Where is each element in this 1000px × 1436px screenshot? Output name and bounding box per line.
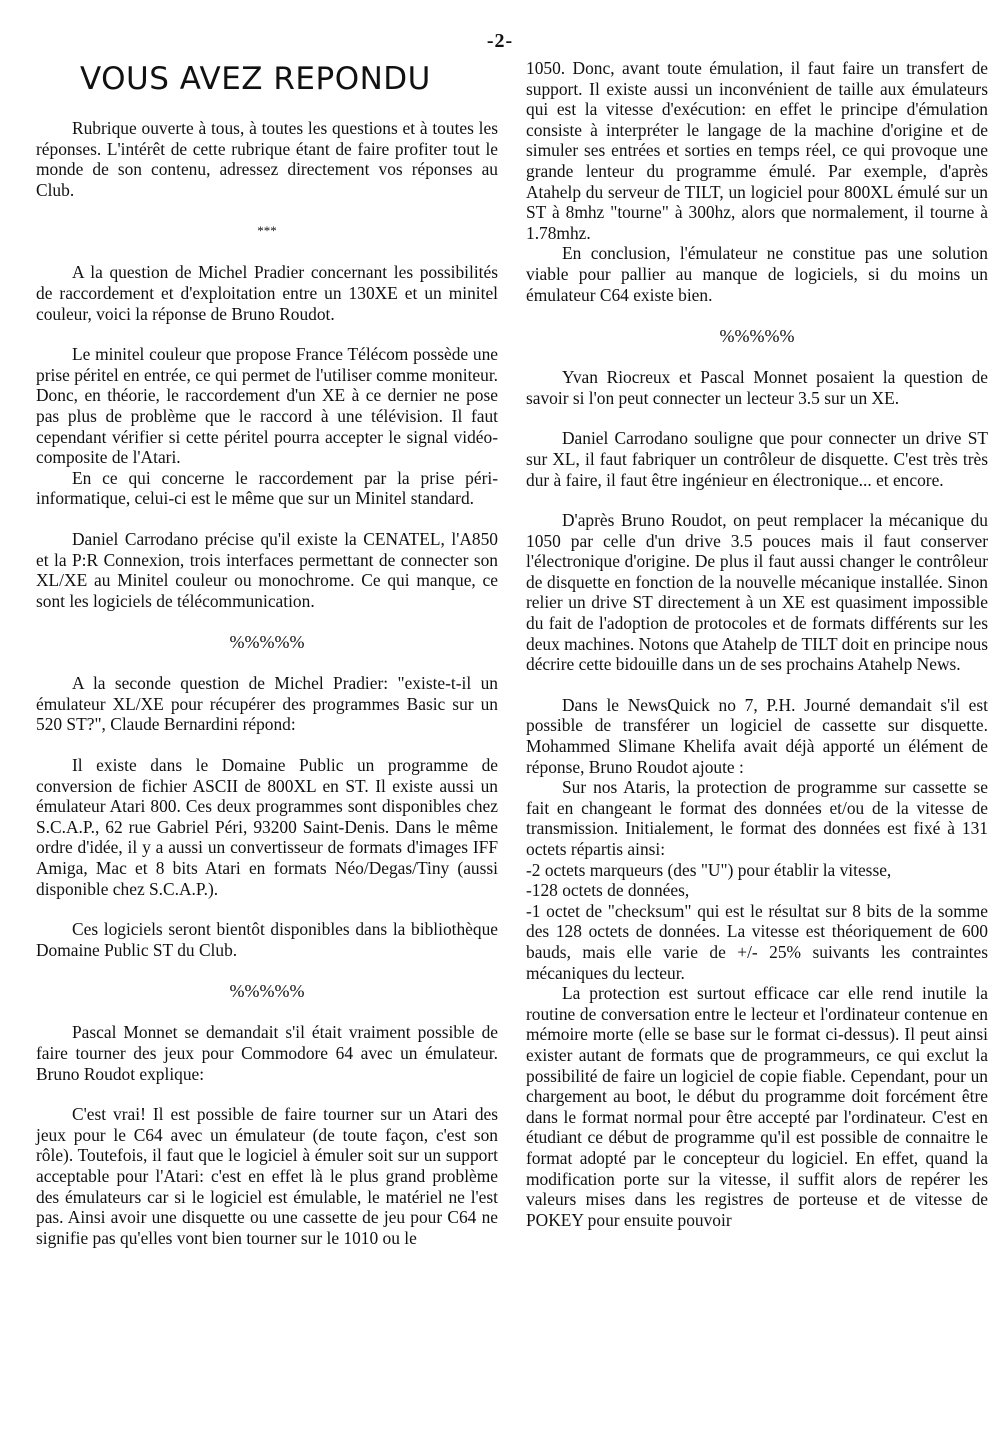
answer-paragraph: Daniel Carrodano souligne que pour connecter un drive ST sur XL, il faut fabriquer un contrôleur de disquette. C'est très très dur à faire, il faut être ingénieur en électronique... et encore. [526, 428, 988, 490]
question-paragraph: Yvan Riocreux et Pascal Monnet posaient la question de savoir si l'on peut connecter un lecteur 3.5 sur un XE. [526, 367, 988, 408]
separator: *** [257, 223, 277, 239]
question-paragraph: Dans le NewsQuick no 7, P.H. Journé demandait s'il est possible de transférer un logiciel de cassette sur disquette. Mohammed Slimane Khelifa avait déjà apporté un élément de réponse, Bruno Roudot ajoute : [526, 694, 988, 777]
answer-paragraph: Sur nos Ataris, la protection de programme sur cassette se fait en changeant le format des données et/ou de la vitesse de transmission. Initialement, le format des données est fixé à 131 octets répartis ainsi: [526, 777, 988, 859]
answer-paragraph: En conclusion, l'émulateur ne constitue pas une solution viable pour pallier au manque de logiciels, si du moins un émulateur C64 existe bien. [526, 243, 988, 305]
answer-paragraph: D'après Bruno Roudot, on peut remplacer la mécanique du 1050 par celle d'un drive 3.5 pouces mais il faut conserver l'électronique d'origine. De plus il faut aussi changer le contrôleur de disquette en fonction de la nouvelle mécanique installée. Sinon relier un drive ST directement à un XE est quasiment impossible du fait de l'adoption de protocoles et de formats différents sur les deux machines. Notons que Atahelp de TILT doit en principe nous décrire cette bidouille dans un de ses prochains Atahelp News. [526, 510, 988, 675]
list-item: -128 octets de données, [526, 880, 690, 901]
answer-paragraph: Le minitel couleur que propose France Télécom possède une prise péritel en entrée, ce qui permet de l'utiliser comme moniteur. Donc, en théorie, le raccordement d'un XE à ce dernier ne pose pas plus de problème que le raccord à une télévision. Il faut cependant vérifier si cette péritel pourra accepter le signal vidéo-composite de l'Atari. [36, 344, 498, 468]
answer-paragraph: 1050. Donc, avant toute émulation, il faut faire un transfert de support. Il existe aussi un inconvénient de taille aux émulateurs qui est la vitesse d'exécution: en effet le principe d'émulation consiste à interpréter le langage de la machine d'origine et de simuler ses entrées et sorties en temps réel, ce qui provoque une grande lenteur du programme émulé. Par exemple, d'après Atahelp du serveur de TILT, un logiciel pour 800XL émulé sur un ST à 8mhz "tourne" à 300hz, alors que normalement, il tourne à 1.78mhz. [526, 58, 988, 243]
list-item: -1 octet de "checksum" qui est le résultat sur 8 bits de la somme des 128 octets de données. La vitesse est théoriquement de 600 bauds, mais elle varie de +/- 25% suivants les contraintes mécaniques du lecteur. [526, 900, 988, 983]
intro-paragraph: Rubrique ouverte à tous, à toutes les questions et à toutes les réponses. L'intérêt de cette rubrique étant de faire profiter tout le monde de son contenu, adressez directement vos réponses au Club. [36, 118, 498, 200]
left-column [36, 62, 498, 1248]
separator: %%%%% [229, 981, 305, 1002]
answer-paragraph: C'est vrai! Il est possible de faire tourner sur un Atari des jeux pour le C64 avec un émulateur (de toute façon, c'est son rôle). Toutefois, il faut que le logiciel à émuler soit sur un support acceptable pour l'Atari: c'est en effet là le plus grand problème des émulateurs car si le logiciel est émulable, le matériel ne l'est pas. Ainsi avoir une disquette ou une cassette de jeu pour C64 ne signifie pas qu'elles vont bien tourner sur le 1010 ou le [36, 1104, 498, 1248]
answer-paragraph: Daniel Carrodano précise qu'il existe la CENATEL, l'A850 et la P:R Connexion, trois interfaces permettant de connecter son XL/XE au Minitel couleur ou monochrome. Ce qui manque, ce sont les logiciels de télécommunication. [36, 528, 498, 611]
answer-paragraph: En ce qui concerne le raccordement par la prise péri-informatique, celui-ci est le même que sur un Minitel standard. [36, 467, 498, 509]
answer-paragraph: Il existe dans le Domaine Public un programme de conversion de fichier ASCII de 800XL en ST. Il existe aussi un émulateur Atari 800. Ces deux programmes sont disponibles chez S.C.A.P., 62 rue Gabriel Péri, 93200 Saint-Denis. Dans le même ordre d'idée, il y a aussi un convertisseur de formats d'images IFF Amiga, Mac et 8 bits Atari en formats Néo/Degas/Tiny (aussi disponible chez S.C.A.P.). [36, 755, 498, 899]
right-column [526, 58, 988, 1230]
separator: %%%%% [229, 632, 305, 653]
answer-paragraph: Ces logiciels seront bientôt disponibles dans la bibliothèque Domaine Public ST du Club. [36, 919, 498, 960]
list-item: -2 octets marqueurs (des "U") pour établir la vitesse, [526, 859, 892, 880]
question-paragraph: A la question de Michel Pradier concernant les possibilités de raccordement et d'exploitation entre un 130XE et un minitel couleur, voici la réponse de Bruno Roudot. [36, 262, 498, 324]
page-number: -2- [486, 30, 514, 52]
separator: %%%%% [719, 326, 795, 347]
question-paragraph: Pascal Monnet se demandait s'il était vraiment possible de faire tourner des jeux pour Commodore 64 avec un émulateur. Bruno Roudot explique: [36, 1022, 498, 1084]
question-paragraph: A la seconde question de Michel Pradier: "existe-t-il un émulateur XL/XE pour récupérer des programmes Basic sur un 520 ST?", Claude Bernardini répond: [36, 673, 498, 735]
answer-paragraph: La protection est surtout efficace car elle rend inutile la routine de conversation entre le lecteur et l'ordinateur contenue en mémoire morte (elle se base sur le format ci-dessus). Il peut ainsi exister autant de formats que de programmeurs, ce qui exclut la possibilité de faire un logiciel de copie fiable. Cependant, pour un chargement au boot, le début du programme doit forcément être dans le format normal pour être accepté par l'ordinateur. C'est en étudiant ce début de programme qu'il est possible de connaitre le format adopté par le concepteur du logiciel. En effet, quand la modification porte sur la vitesse, il suffit alors de repérer les valeurs mises dans les registres de porteuse et de vitesse de POKEY pour ensuite pouvoir [526, 983, 988, 1230]
page-title: VOUS AVEZ REPONDU [80, 61, 431, 97]
